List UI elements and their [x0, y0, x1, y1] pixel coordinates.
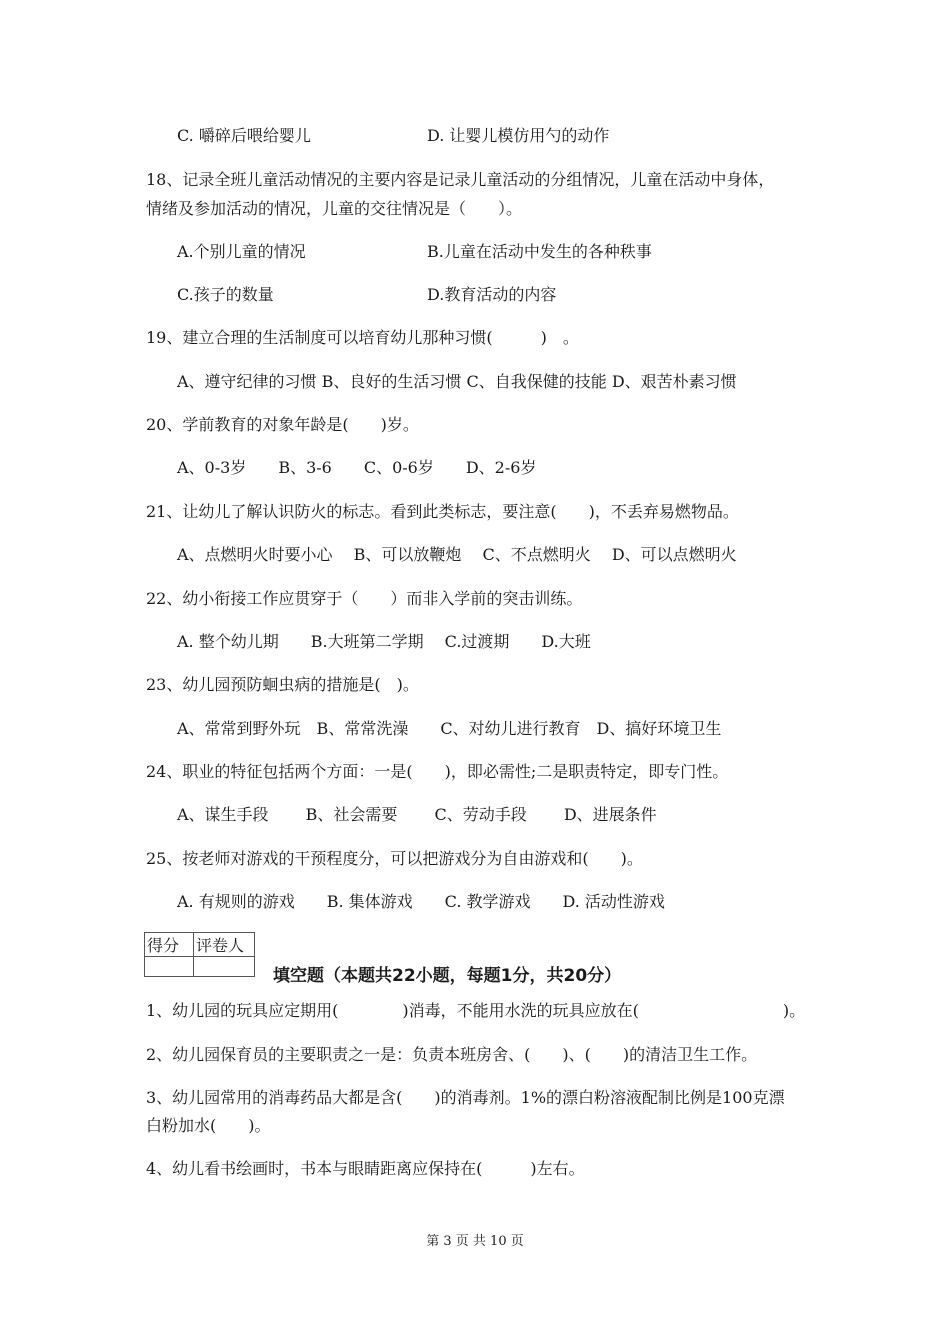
page-footer: 第 3 页 共 10 页	[426, 1234, 524, 1249]
q22-options: A. 整个幼儿期 B.大班第二学期 C.过渡期 D.大班	[177, 632, 591, 651]
q19-text: 19、建立合理的生活制度可以培育幼儿那种习惯( ) 。	[146, 328, 579, 347]
q18-text-line2: 情绪及参加活动的情况，儿童的交往情况是（ ）。	[146, 199, 523, 218]
grader-header: 评卷人	[194, 933, 255, 957]
fill-q3-line1: 3、幼儿园常用的消毒药品大都是含( )的消毒剂。1%的漂白粉溶液配制比例是100克漂	[146, 1088, 785, 1107]
q17-option-d: D. 让婴儿模仿用勺的动作	[427, 126, 610, 145]
q21-text: 21、让幼儿了解认识防火的标志。看到此类标志，要注意( )，不丢弃易燃物品。	[146, 502, 739, 521]
q18-option-c: C.孩子的数量	[177, 285, 274, 304]
q24-text: 24、职业的特征包括两个方面：一是( )，即必需性;二是职责特定，即专门性。	[146, 762, 729, 781]
q18-option-a: A.个别儿童的情况	[177, 242, 306, 261]
score-cell[interactable]	[145, 957, 194, 977]
q20-options: A、0-3岁 B、3-6 C、0-6岁 D、2-6岁	[177, 458, 537, 477]
fill-q3-line2: 白粉加水( )。	[146, 1116, 271, 1135]
fill-q4: 4、幼儿看书绘画时，书本与眼睛距离应保持在( )左右。	[146, 1159, 585, 1178]
q18-text-line1: 18、记录全班儿童活动情况的主要内容是记录儿童活动的分组情况，儿童在活动中身体，	[146, 170, 775, 189]
q22-text: 22、幼小衔接工作应贯穿于（ ）而非入学前的突击训练。	[146, 589, 583, 608]
grader-cell[interactable]	[194, 957, 255, 977]
q23-options: A、常常到野外玩 B、常常洗澡 C、对幼儿进行教育 D、搞好环境卫生	[177, 719, 722, 738]
section-title: 填空题（本题共22小题，每题1分，共20分）	[273, 966, 622, 986]
q21-options: A、点燃明火时要小心 B、可以放鞭炮 C、不点燃明火 D、可以点燃明火	[177, 545, 737, 564]
q20-text: 20、学前教育的对象年龄是( )岁。	[146, 415, 419, 434]
score-header: 得分	[145, 933, 194, 957]
fill-q2: 2、幼儿园保育员的主要职责之一是：负责本班房舍、( )、( )的清洁卫生工作。	[146, 1045, 758, 1064]
q17-option-c: C. 嚼碎后喂给婴儿	[177, 126, 311, 145]
q24-options: A、谋生手段 B、社会需要 C、劳动手段 D、进展条件	[177, 805, 657, 824]
q18-option-d: D.教育活动的内容	[427, 285, 557, 304]
fill-q1: 1、幼儿园的玩具应定期用( )消毒，不能用水洗的玩具应放在( )。	[146, 1001, 806, 1020]
q19-options: A、遵守纪律的习惯 B、良好的生活习惯 C、自我保健的技能 D、艰苦朴素习惯	[177, 372, 737, 391]
score-table	[144, 932, 255, 977]
q25-options: A. 有规则的游戏 B. 集体游戏 C. 教学游戏 D. 活动性游戏	[177, 892, 665, 911]
q18-option-b: B.儿童在活动中发生的各种秩事	[427, 242, 652, 261]
q25-text: 25、按老师对游戏的干预程度分，可以把游戏分为自由游戏和( )。	[146, 849, 643, 868]
q23-text: 23、幼儿园预防蛔虫病的措施是( )。	[146, 675, 419, 694]
